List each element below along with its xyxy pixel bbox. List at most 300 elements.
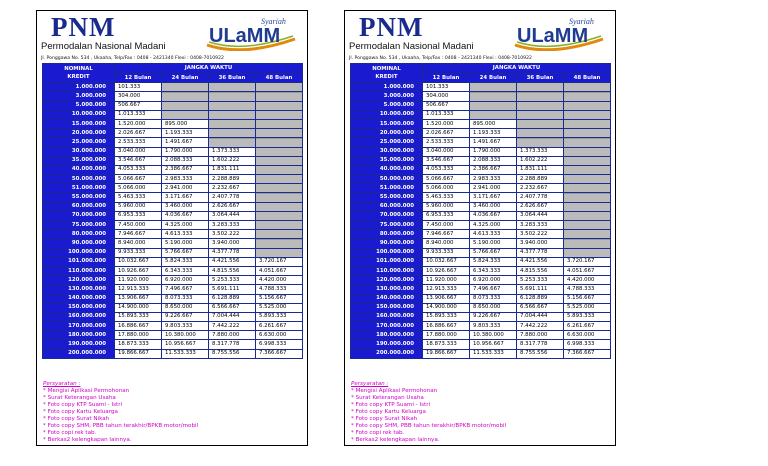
empty-cell (256, 129, 303, 138)
nominal-cell: 50.000.000 (43, 175, 115, 184)
requirement-item: * Foto copi rek tab. (43, 430, 198, 437)
installment-cell: 3.720.167 (564, 257, 611, 266)
installment-cell: 11.920.000 (423, 276, 470, 285)
requirement-item: * Foto copy KTP Suami - Istri (351, 402, 506, 409)
empty-cell (564, 101, 611, 110)
installment-cell: 6.920.000 (162, 276, 209, 285)
rate-table (350, 63, 611, 359)
nominal-cell: 130.000.000 (351, 285, 423, 294)
installment-cell: 10.926.667 (423, 266, 470, 275)
installment-cell: 14.900.000 (423, 303, 470, 312)
nominal-cell: 10.000.000 (43, 110, 115, 119)
empty-cell (209, 92, 256, 101)
installment-cell: 4.613.333 (470, 230, 517, 239)
installment-cell: 895.000 (162, 119, 209, 128)
installment-cell: 7.004.444 (517, 312, 564, 321)
empty-cell (256, 83, 303, 92)
installment-cell: 3.040.000 (423, 147, 470, 156)
installment-cell: 2.533.333 (423, 138, 470, 147)
installment-cell: 13.906.667 (115, 294, 162, 303)
nominal-cell: 110.000.000 (351, 266, 423, 275)
table-row (351, 340, 611, 349)
nominal-cell: 170.000.000 (351, 322, 423, 331)
table-row (43, 83, 303, 92)
nominal-cell: 3.000.000 (43, 92, 115, 101)
installment-cell: 7.004.444 (209, 312, 256, 321)
installment-cell: 15.893.333 (115, 312, 162, 321)
table-row (351, 101, 611, 110)
rate-table (42, 63, 303, 359)
nominal-cell: 100.000.000 (351, 248, 423, 257)
empty-cell (256, 211, 303, 220)
nominal-cell: 40.000.000 (43, 165, 115, 174)
ulamm-logo (203, 15, 301, 51)
table-row (351, 239, 611, 248)
table-row (351, 138, 611, 147)
table-row (43, 331, 303, 340)
installment-cell: 6.630.000 (256, 331, 303, 340)
nominal-cell: 25.000.000 (351, 138, 423, 147)
installment-cell: 304.000 (115, 92, 162, 101)
sheet-header (37, 11, 307, 55)
installment-cell: 6.261.667 (564, 322, 611, 331)
installment-cell: 3.940.000 (517, 239, 564, 248)
installment-cell: 4.815.556 (517, 266, 564, 275)
installment-cell: 7.450.000 (115, 221, 162, 230)
nominal-cell: 35.000.000 (43, 156, 115, 165)
empty-cell (564, 165, 611, 174)
installment-cell: 11.533.333 (162, 349, 209, 358)
nominal-cell: 160.000.000 (351, 312, 423, 321)
term-header: 24 Bulan (470, 74, 517, 83)
installment-cell: 6.630.000 (564, 331, 611, 340)
installment-cell: 2.626.667 (209, 202, 256, 211)
empty-cell (564, 184, 611, 193)
installment-cell: 101.333 (115, 83, 162, 92)
installment-cell: 8.940.000 (423, 239, 470, 248)
table-row (43, 193, 303, 202)
installment-cell: 8.755.556 (209, 349, 256, 358)
installment-cell: 6.261.667 (256, 322, 303, 331)
installment-cell: 2.088.333 (470, 156, 517, 165)
installment-cell: 2.941.000 (470, 184, 517, 193)
installment-cell: 506.667 (423, 101, 470, 110)
installment-cell: 4.325.000 (470, 221, 517, 230)
table-row (351, 331, 611, 340)
nominal-cell: 100.000.000 (43, 248, 115, 257)
rate-table-body (351, 83, 611, 359)
installment-cell: 4.421.556 (517, 257, 564, 266)
table-row (351, 175, 611, 184)
requirement-item: * Foto copi rek tab. (351, 430, 506, 437)
empty-cell (517, 101, 564, 110)
empty-cell (564, 221, 611, 230)
installment-cell: 5.525.000 (256, 303, 303, 312)
installment-cell: 8.073.333 (470, 294, 517, 303)
empty-cell (256, 156, 303, 165)
installment-cell: 7.366.667 (256, 349, 303, 358)
empty-cell (470, 110, 517, 119)
requirement-item: * Foto copy Kartu Keluarga (351, 409, 506, 416)
empty-cell (256, 230, 303, 239)
installment-cell: 17.880.000 (423, 331, 470, 340)
installment-cell: 6.953.333 (115, 211, 162, 220)
installment-cell: 4.377.778 (517, 248, 564, 257)
installment-cell: 6.998.333 (564, 340, 611, 349)
nominal-cell: 75.000.000 (351, 221, 423, 230)
installment-cell: 6.128.889 (517, 294, 564, 303)
installment-cell: 4.036.667 (470, 211, 517, 220)
empty-cell (564, 138, 611, 147)
requirement-item: * Mengisi Aplikasi Permohonan (43, 388, 198, 395)
term-header: 12 Bulan (115, 74, 162, 83)
installment-cell: 9.933.333 (115, 248, 162, 257)
installment-cell: 8.650.000 (470, 303, 517, 312)
installment-cell: 10.032.667 (423, 257, 470, 266)
installment-cell: 5.463.333 (423, 193, 470, 202)
table-row (351, 92, 611, 101)
nominal-cell: 90.000.000 (43, 239, 115, 248)
installment-cell: 1.790.000 (162, 147, 209, 156)
installment-cell: 4.036.667 (162, 211, 209, 220)
installment-cell: 4.377.778 (209, 248, 256, 257)
table-row (43, 156, 303, 165)
installment-cell: 2.386.667 (470, 165, 517, 174)
installment-cell: 2.626.667 (517, 202, 564, 211)
empty-cell (564, 193, 611, 202)
installment-cell: 4.051.667 (256, 266, 303, 275)
nominal-cell: 120.000.000 (43, 276, 115, 285)
installment-cell: 5.691.111 (209, 285, 256, 294)
installment-cell: 2.407.778 (517, 193, 564, 202)
installment-cell: 10.032.667 (115, 257, 162, 266)
table-row (351, 202, 611, 211)
nominal-cell: 3.000.000 (351, 92, 423, 101)
installment-cell: 8.317.778 (517, 340, 564, 349)
empty-cell (256, 147, 303, 156)
empty-cell (517, 129, 564, 138)
logo-mark-text: ULaMM (209, 25, 281, 47)
installment-cell: 2.941.000 (162, 184, 209, 193)
brand-logo-text: PNM (359, 12, 424, 42)
table-row (43, 202, 303, 211)
empty-cell (564, 129, 611, 138)
installment-cell: 5.066.667 (423, 175, 470, 184)
empty-cell (564, 147, 611, 156)
installment-cell: 1.491.667 (470, 138, 517, 147)
table-row (43, 129, 303, 138)
empty-cell (517, 83, 564, 92)
installment-cell: 3.546.667 (423, 156, 470, 165)
installment-cell: 5.066.000 (423, 184, 470, 193)
term-header: 36 Bulan (209, 74, 256, 83)
installment-cell: 2.386.667 (162, 165, 209, 174)
installment-cell: 5.156.667 (564, 294, 611, 303)
logo-script-text: Syariah (261, 17, 286, 26)
installment-cell: 5.691.111 (517, 285, 564, 294)
installment-cell: 3.546.667 (115, 156, 162, 165)
installment-cell: 5.525.000 (564, 303, 611, 312)
nominal-cell: 25.000.000 (43, 138, 115, 147)
installment-cell: 5.190.000 (470, 239, 517, 248)
empty-cell (209, 101, 256, 110)
requirement-item: * Foto copy KTP Suami - Istri (43, 402, 198, 409)
term-header: 36 Bulan (517, 74, 564, 83)
table-row (351, 110, 611, 119)
table-row (43, 175, 303, 184)
requirement-item: * Surat Keterangan Usaha (351, 395, 506, 402)
installment-cell: 2.232.667 (517, 184, 564, 193)
nominal-cell: 30.000.000 (43, 147, 115, 156)
installment-cell: 4.815.556 (209, 266, 256, 275)
installment-cell: 8.940.000 (115, 239, 162, 248)
nominal-cell: 70.000.000 (43, 211, 115, 220)
empty-cell (209, 83, 256, 92)
installment-cell: 1.491.667 (162, 138, 209, 147)
nominal-cell: 160.000.000 (43, 312, 115, 321)
brand-subtitle: Permodalan Nasional Madani (349, 41, 474, 52)
empty-cell (517, 110, 564, 119)
requirement-item: * Surat Keterangan Usaha (43, 395, 198, 402)
installment-cell: 9.933.333 (423, 248, 470, 257)
installment-cell: 4.053.333 (423, 165, 470, 174)
installment-cell: 7.946.667 (423, 230, 470, 239)
requirement-item: * Foto copy Surat Nikah (43, 416, 198, 423)
requirements-block (43, 381, 198, 444)
installment-cell: 5.766.667 (162, 248, 209, 257)
installment-cell: 8.650.000 (162, 303, 209, 312)
empty-cell (256, 110, 303, 119)
table-row (351, 303, 611, 312)
nominal-cell: 5.000.000 (351, 101, 423, 110)
installment-cell: 19.866.667 (423, 349, 470, 358)
installment-cell: 7.442.222 (209, 322, 256, 331)
requirement-item: * Foto copy Surat Nikah (351, 416, 506, 423)
empty-cell (470, 101, 517, 110)
empty-cell (564, 156, 611, 165)
nominal-cell: 30.000.000 (351, 147, 423, 156)
nominal-cell: 1.000.000 (351, 83, 423, 92)
nominal-cell: 101.000.000 (351, 257, 423, 266)
installment-cell: 2.088.333 (162, 156, 209, 165)
installment-cell: 7.880.000 (517, 331, 564, 340)
requirements-list (43, 388, 198, 444)
empty-cell (256, 239, 303, 248)
installment-cell: 5.960.000 (423, 202, 470, 211)
nominal-cell: 101.000.000 (43, 257, 115, 266)
table-row (351, 193, 611, 202)
installment-cell: 4.788.333 (256, 285, 303, 294)
installment-cell: 7.450.000 (423, 221, 470, 230)
term-group-header: JANGKA WAKTU (423, 64, 611, 74)
table-row (351, 322, 611, 331)
installment-cell: 3.502.222 (517, 230, 564, 239)
nominal-header: NOMINAL KREDIT (43, 64, 115, 83)
installment-cell: 5.893.333 (256, 312, 303, 321)
installment-cell: 506.667 (115, 101, 162, 110)
table-row (43, 285, 303, 294)
installment-cell: 6.566.667 (209, 303, 256, 312)
installment-cell: 2.026.667 (115, 129, 162, 138)
nominal-cell: 90.000.000 (351, 239, 423, 248)
empty-cell (564, 92, 611, 101)
requirements-title: Persyaratan : (351, 381, 389, 387)
empty-cell (256, 248, 303, 257)
empty-cell (256, 165, 303, 174)
logo-mark-text: ULaMM (517, 25, 589, 47)
installment-cell: 3.720.167 (256, 257, 303, 266)
table-row (43, 138, 303, 147)
installment-cell: 19.866.667 (115, 349, 162, 358)
installment-cell: 4.420.000 (256, 276, 303, 285)
table-row (351, 349, 611, 358)
table-row (43, 257, 303, 266)
installment-cell: 4.053.333 (115, 165, 162, 174)
installment-cell: 6.566.667 (517, 303, 564, 312)
installment-cell: 4.420.000 (564, 276, 611, 285)
installment-cell: 18.873.333 (423, 340, 470, 349)
nominal-cell: 35.000.000 (351, 156, 423, 165)
installment-cell: 11.533.333 (470, 349, 517, 358)
table-row (351, 312, 611, 321)
installment-cell: 10.380.000 (162, 331, 209, 340)
nominal-cell: 15.000.000 (43, 119, 115, 128)
installment-cell: 1.193.333 (162, 129, 209, 138)
nominal-cell: 200.000.000 (43, 349, 115, 358)
nominal-cell: 10.000.000 (351, 110, 423, 119)
empty-cell (564, 83, 611, 92)
requirement-item: * Foto copy SHM, PBB tahun terakhir/BPKB motor/mobil (43, 423, 198, 430)
empty-cell (256, 193, 303, 202)
installment-cell: 9.226.667 (470, 312, 517, 321)
installment-cell: 8.317.778 (209, 340, 256, 349)
installment-cell: 3.171.667 (162, 193, 209, 202)
address-line: Jl. Ponggawa No. 534 , Ukaaha, Telp/Fax : 0408 - 2421340 Flexi : 0408-7010922 (349, 56, 532, 61)
brand-logo-text: PNM (51, 12, 116, 42)
table-row (43, 266, 303, 275)
empty-cell (564, 248, 611, 257)
nominal-cell: 51.000.000 (351, 184, 423, 193)
table-row (351, 83, 611, 92)
empty-cell (564, 230, 611, 239)
nominal-cell: 50.000.000 (351, 175, 423, 184)
term-header: 48 Bulan (256, 74, 303, 83)
installment-cell: 3.064.444 (517, 211, 564, 220)
nominal-cell: 15.000.000 (351, 119, 423, 128)
table-row (351, 230, 611, 239)
installment-cell: 5.824.333 (162, 257, 209, 266)
rate-sheet-right (344, 10, 616, 446)
nominal-cell: 150.000.000 (351, 303, 423, 312)
installment-cell: 3.460.000 (470, 202, 517, 211)
installment-cell: 6.953.333 (423, 211, 470, 220)
installment-cell: 6.920.000 (470, 276, 517, 285)
installment-cell: 1.373.333 (209, 147, 256, 156)
table-row (43, 211, 303, 220)
sheet-header (345, 11, 615, 55)
term-group-header: JANGKA WAKTU (115, 64, 303, 74)
installment-cell: 5.824.333 (470, 257, 517, 266)
nominal-cell: 60.000.000 (351, 202, 423, 211)
installment-cell: 12.913.333 (423, 285, 470, 294)
installment-cell: 10.956.667 (162, 340, 209, 349)
installment-cell: 6.343.333 (470, 266, 517, 275)
installment-cell: 3.502.222 (209, 230, 256, 239)
installment-cell: 1.520.000 (115, 119, 162, 128)
nominal-cell: 180.000.000 (351, 331, 423, 340)
nominal-cell: 20.000.000 (43, 129, 115, 138)
installment-cell: 1.373.333 (517, 147, 564, 156)
installment-cell: 3.283.333 (517, 221, 564, 230)
empty-cell (564, 110, 611, 119)
brand-subtitle: Permodalan Nasional Madani (41, 41, 166, 52)
table-row (43, 110, 303, 119)
empty-cell (256, 101, 303, 110)
empty-cell (256, 138, 303, 147)
installment-cell: 1.013.333 (423, 110, 470, 119)
installment-cell: 10.380.000 (470, 331, 517, 340)
table-row (351, 285, 611, 294)
installment-cell: 7.496.667 (470, 285, 517, 294)
installment-cell: 4.613.333 (162, 230, 209, 239)
empty-cell (209, 129, 256, 138)
nominal-cell: 140.000.000 (351, 294, 423, 303)
table-row (351, 165, 611, 174)
empty-cell (564, 211, 611, 220)
empty-cell (256, 119, 303, 128)
installment-cell: 5.066.000 (115, 184, 162, 193)
nominal-cell: 40.000.000 (351, 165, 423, 174)
table-row (43, 322, 303, 331)
nominal-cell: 51.000.000 (43, 184, 115, 193)
installment-cell: 2.407.778 (209, 193, 256, 202)
installment-cell: 1.790.000 (470, 147, 517, 156)
empty-cell (564, 239, 611, 248)
installment-cell: 1.520.000 (423, 119, 470, 128)
nominal-cell: 55.000.000 (351, 193, 423, 202)
installment-cell: 14.900.000 (115, 303, 162, 312)
table-row (43, 92, 303, 101)
installment-cell: 2.983.333 (162, 175, 209, 184)
empty-cell (564, 119, 611, 128)
empty-cell (209, 138, 256, 147)
installment-cell: 2.288.889 (517, 175, 564, 184)
installment-cell: 12.913.333 (115, 285, 162, 294)
nominal-cell: 1.000.000 (43, 83, 115, 92)
installment-cell: 5.253.333 (517, 276, 564, 285)
installment-cell: 2.533.333 (115, 138, 162, 147)
nominal-cell: 5.000.000 (43, 101, 115, 110)
nominal-cell: 190.000.000 (351, 340, 423, 349)
nominal-cell: 180.000.000 (43, 331, 115, 340)
rate-table-body (43, 83, 303, 359)
installment-cell: 3.940.000 (209, 239, 256, 248)
table-row (351, 211, 611, 220)
requirement-item: * Mengisi Aplikasi Permohonan (351, 388, 506, 395)
installment-cell: 1.602.222 (209, 156, 256, 165)
empty-cell (162, 101, 209, 110)
term-header: 12 Bulan (423, 74, 470, 83)
table-row (43, 165, 303, 174)
table-row (351, 129, 611, 138)
installment-cell: 9.803.333 (470, 322, 517, 331)
installment-cell: 5.190.000 (162, 239, 209, 248)
table-row (43, 119, 303, 128)
nominal-cell: 80.000.000 (351, 230, 423, 239)
nominal-cell: 20.000.000 (351, 129, 423, 138)
table-row (351, 276, 611, 285)
nominal-cell: 75.000.000 (43, 221, 115, 230)
